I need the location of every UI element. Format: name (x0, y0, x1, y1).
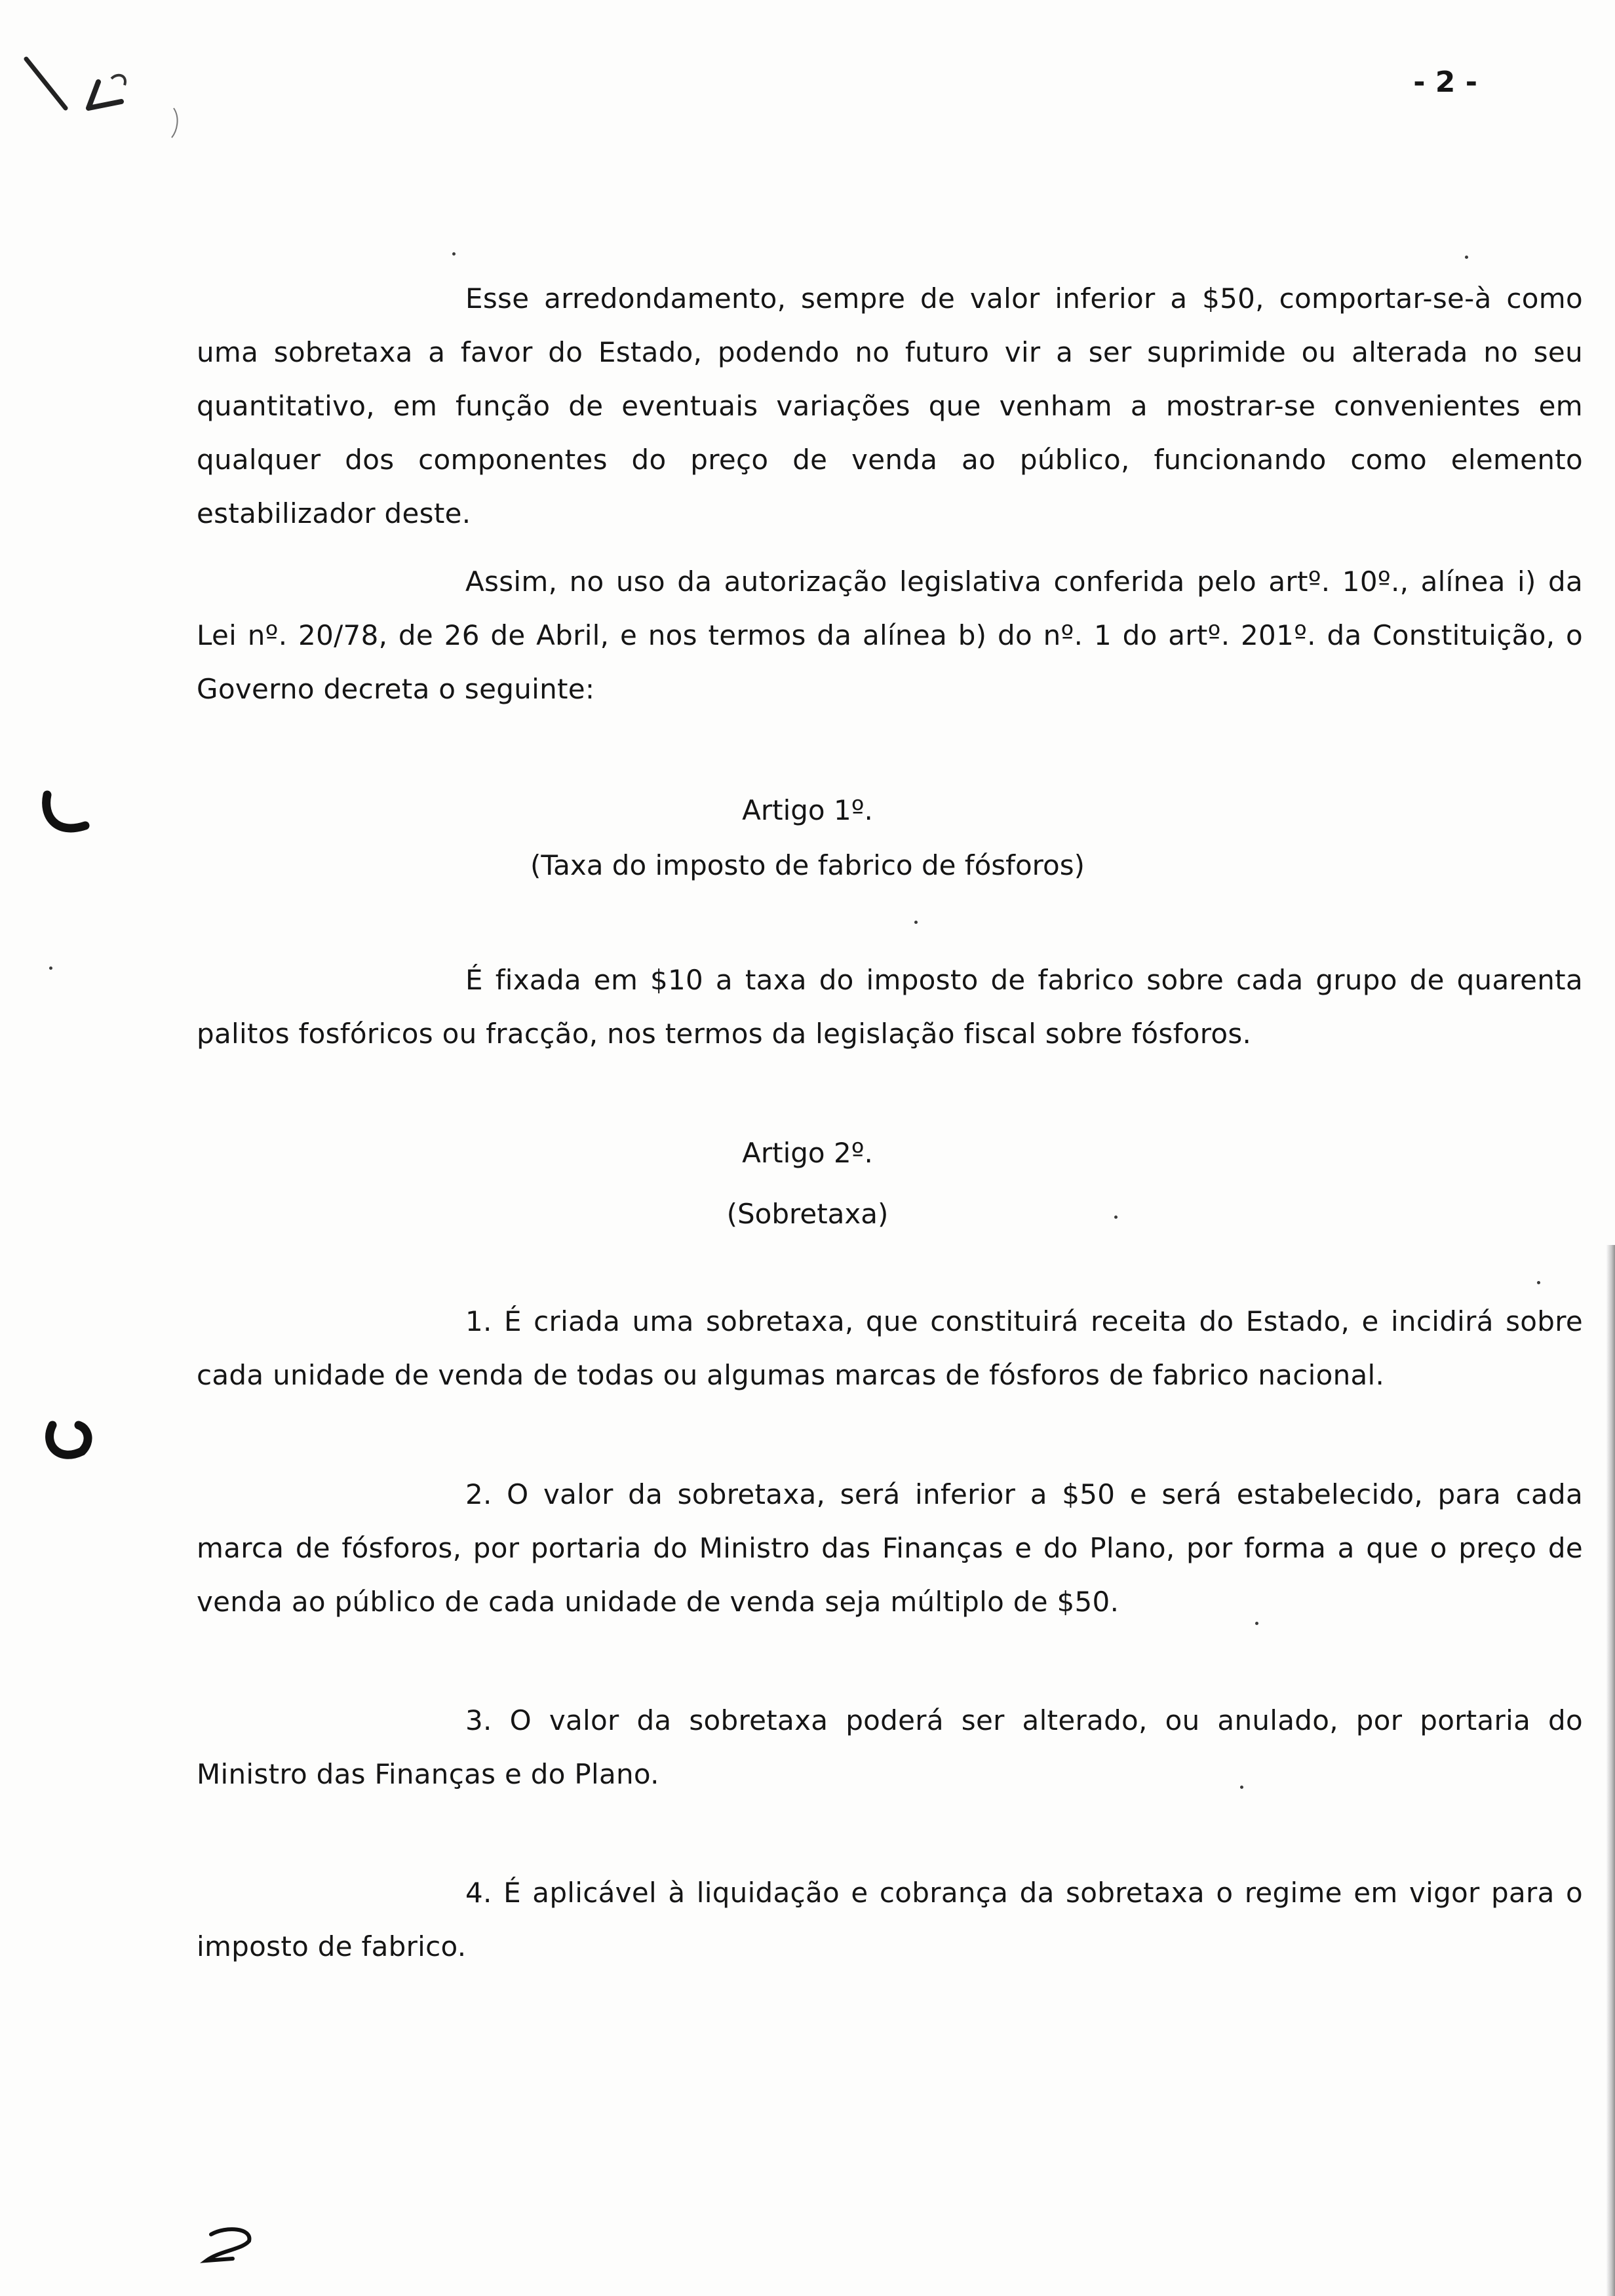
scan-speck (914, 921, 918, 924)
article-2-item-1-block (197, 1295, 1583, 1402)
article-2-item-4-block (197, 1866, 1583, 1974)
article-1-text: É fixada em $10 a taxa do imposto de fabrico sobre cada grupo de quarenta palitos fosfóricos ou fracção, nos termos da legislação fiscal sobre fósforos. (197, 964, 1583, 1050)
intro-paragraph: Esse arredondamento, sempre de valor inferior a $50, comportar-se-à como uma sobretaxa a favor do Estado, podendo no futuro vir a ser suprimide ou alterada no seu quantitativo, em função de eventuais variações que venham a mostrar-se convenientes em qualquer dos componentes do preço de venda ao público, funcionando como elemento estabilizador deste. (197, 282, 1583, 529)
page-number: - 2 - (1413, 66, 1477, 99)
decree-paragraph: Assim, no uso da autorização legislativa conferida pelo artº. 10º., alínea i) da Lei nº. 20/78, de 26 de Abril, e nos termos da alínea b) do nº. 1 do artº. 201º. da Constituição, o Governo decreta o seguinte: (197, 565, 1583, 705)
article-1-body-block (197, 953, 1583, 1061)
scan-edge-shadow (1606, 1245, 1615, 2296)
scan-speck (1240, 1786, 1243, 1789)
handwritten-squiggle (197, 2225, 269, 2270)
article-2-item-1: 1. É criada uma sobretaxa, que constituirá receita do Estado, e incidirá sobre cada unidade de venda de todas ou algumas marcas de fósforos de fabrico nacional. (197, 1305, 1583, 1391)
scan-speck (1465, 256, 1468, 259)
article-1-heading: Artigo 1º. (742, 794, 873, 826)
article-2-item-2-block (197, 1468, 1583, 1629)
article-2-item-4: 4. É aplicável à liquidação e cobrança da sobretaxa o regime em vigor para o imposto de fabrico. (197, 1877, 1583, 1962)
decree-paragraph-block (197, 555, 1583, 716)
intro-paragraph-block (197, 272, 1583, 541)
article-2-item-2: 2. O valor da sobretaxa, será inferior a $50 e será estabelecido, para cada marca de fósforos, por portaria do Ministro das Finanças e do Plano, por forma a que o preço de venda ao público de cada unidade de venda seja múltiplo de $50. (197, 1478, 1583, 1618)
scan-speck (452, 252, 456, 256)
scan-speck (1114, 1215, 1118, 1219)
scan-speck (1537, 1281, 1540, 1284)
article-2-item-3-block (197, 1694, 1583, 1801)
binding-hole-mark (39, 1415, 98, 1468)
article-2-item-3: 3. O valor da sobretaxa poderá ser alterado, ou anulado, por portaria do Ministro das Finanças e do Plano. (197, 1704, 1583, 1790)
article-2-subtitle: (Sobretaxa) (726, 1198, 889, 1230)
handwritten-mark (20, 46, 190, 144)
article-1-subtitle: (Taxa do imposto de fabrico de fósforos) (530, 849, 1085, 881)
scan-speck (49, 966, 52, 970)
scan-speck (1255, 1622, 1258, 1625)
article-2-heading: Artigo 2º. (742, 1137, 873, 1169)
